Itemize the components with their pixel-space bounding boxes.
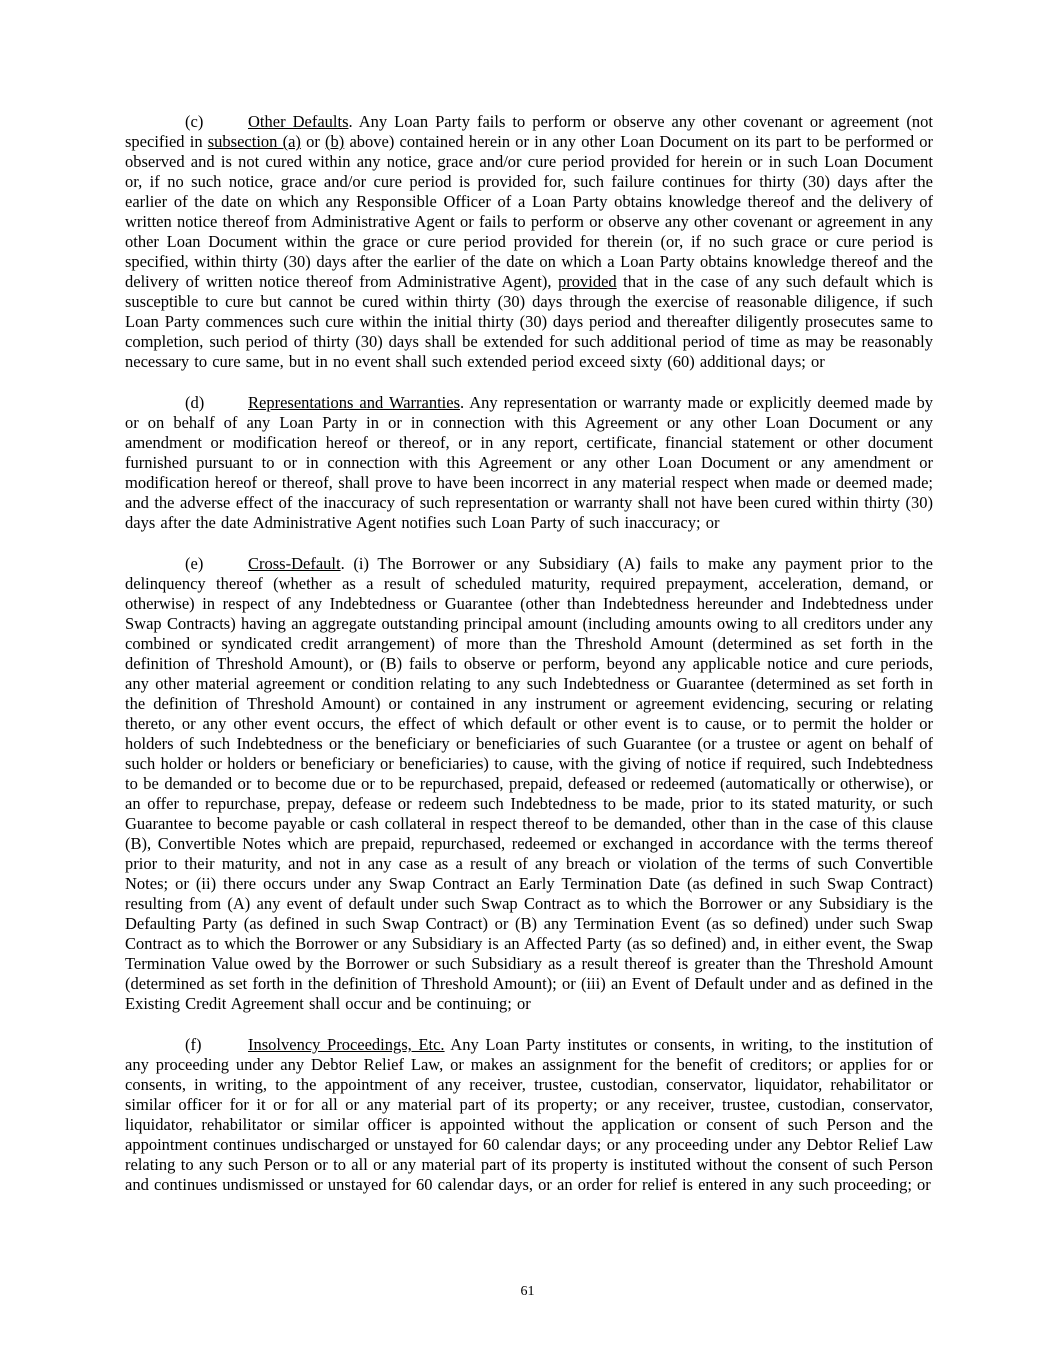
paragraph-label: (e) [185, 554, 204, 573]
paragraph-other-defaults [125, 112, 933, 372]
paragraph-text: Representations and Warranties. Any representation or warranty made or explicitly deemed made by or on behalf of any Loan Party in or in connection with this Agreement or any other Loan Document or any amendment or modification hereof or thereof, or in any report, certificate, financial statement or other document furnished pursuant to or in connection with this Agreement or any other Loan Document or any amendment or modification hereof or thereof, shall prove to have been incorrect in any material respect when made or deemed made; and the adverse effect of the inaccuracy of such representation or warranty shall not have been cured within thirty (30) days after the date Administrative Agent notifies such Loan Party of such inaccuracy; or [125, 393, 933, 532]
page-number: 61 [520, 1284, 535, 1299]
paragraph-text: Insolvency Proceedings, Etc. Any Loan Party institutes or consents, in writing, to the institution of any proceeding under any Debtor Relief Law, or makes an assignment for the benefit of creditors; or applies for or consents, in writing, to the appointment of any receiver, trustee, custodian, conservator, liquidator, rehabilitator or similar officer for it or for all or any material part of its property; or any receiver, trustee, custodian, conservator, liquidator, rehabilitator or similar officer is appointed without the application or consent of such Person and the appointment continues undischarged or unstayed for 60 calendar days; or any proceeding under any Debtor Relief Law relating to any such Person or to all or any material part of its property is instituted without the consent of such Person and continues undismissed or unstayed for 60 calendar days, or an order for relief is entered in any such proceeding; or [125, 1035, 933, 1194]
paragraph-label: (f) [185, 1035, 202, 1054]
paragraph-representations-and-warranties [125, 393, 933, 533]
document-body [125, 112, 933, 1216]
paragraph-label: (d) [185, 393, 205, 412]
paragraph-label: (c) [185, 112, 204, 131]
paragraph-cross-default [125, 554, 933, 1014]
paragraph-insolvency-proceedings [125, 1035, 933, 1195]
paragraph-text: Other Defaults. Any Loan Party fails to perform or observe any other covenant or agreement (not specified in subsection (a) or (b) above) contained herein or in any other Loan Document on its part to be performed or observed and is not cured within any notice, grace and/or cure period provided for herein or in such Loan Document or, if no such notice, grace and/or cure period is provided for, such failure continues for thirty (30) days after the earlier of the date on which any Responsible Officer of a Loan Party obtains knowledge thereof and the delivery of written notice thereof from Administrative Agent or fails to perform or observe any other covenant or agreement in any other Loan Document within the grace or cure period provided for therein (or, if no such grace or cure period is specified, within thirty (30) days after the earlier of the date on which a Loan Party obtains knowledge thereof and the delivery of written notice thereof from Administrative Agent), provided that in the case of any such default which is susceptible to cure but cannot be cured within thirty (30) days through the exercise of reasonable diligence, if such Loan Party commences such cure within the initial thirty (30) days period and thereafter diligently prosecutes same to completion, such period of thirty (30) days shall be extended for such additional period of time as may be reasonably necessary to cure same, but in no event shall such extended period exceed sixty (60) additional days; or [125, 112, 933, 371]
paragraph-text: Cross-Default. (i) The Borrower or any Subsidiary (A) fails to make any payment prior to the delinquency thereof (whether as a result of scheduled maturity, required prepayment, acceleration, demand, or otherwise) in respect of any Indebtedness or Guarantee (other than Indebtedness hereunder and Indebtedness under Swap Contracts) having an aggregate outstanding principal amount (including amounts owing to all creditors under any combined or syndicated credit arrangement) of more than the Threshold Amount (determined as set forth in the definition of Threshold Amount), or (B) fails to observe or perform, beyond any applicable notice and cure periods, any other material agreement or condition relating to any such Indebtedness or Guarantee (determined as set forth in the definition of Threshold Amount) or contained in any instrument or agreement evidencing, securing or relating thereto, or any other event occurs, the effect of which default or other event is to cause, or to permit the holder or holders of such Indebtedness or the beneficiary or beneficiaries of such Guarantee (or a trustee or agent on behalf of such holder or holders or beneficiary or beneficiaries) to cause, with the giving of notice if required, such Indebtedness to be demanded or to become due or to be repurchased, prepaid, defeased or redeemed (automatically or otherwise), or an offer to repurchase, prepay, defease or redeem such Indebtedness to be made, prior to its stated maturity, or such Guarantee to become payable or cash collateral in respect thereof to be demanded, other than in the case of this clause (B), Convertible Notes which are prepaid, repurchased, redeemed or exchanged in accordance with the terms thereof prior to their maturity, and not in any case as a result of any breach or violation of the terms of such Convertible Notes; or (ii) there occurs under any Swap Contract an Early Termination Date (as defined in such Swap Contract) resulting from (A) any event of default under such Swap Contract as to which the Borrower or any Subsidiary is the Defaulting Party (as defined in such Swap Contract) or (B) any Termination Event (as so defined) under such Swap Contract as to which the Borrower or any Subsidiary is an Affected Party (as so defined) and, in either event, the Swap Termination Value owed by the Borrower or such Subsidiary as a result thereof is greater than the Threshold Amount (determined as set forth in the definition of Threshold Amount); or (iii) an Event of Default under and as defined in the Existing Credit Agreement shall occur and be continuing; or [125, 554, 933, 1013]
